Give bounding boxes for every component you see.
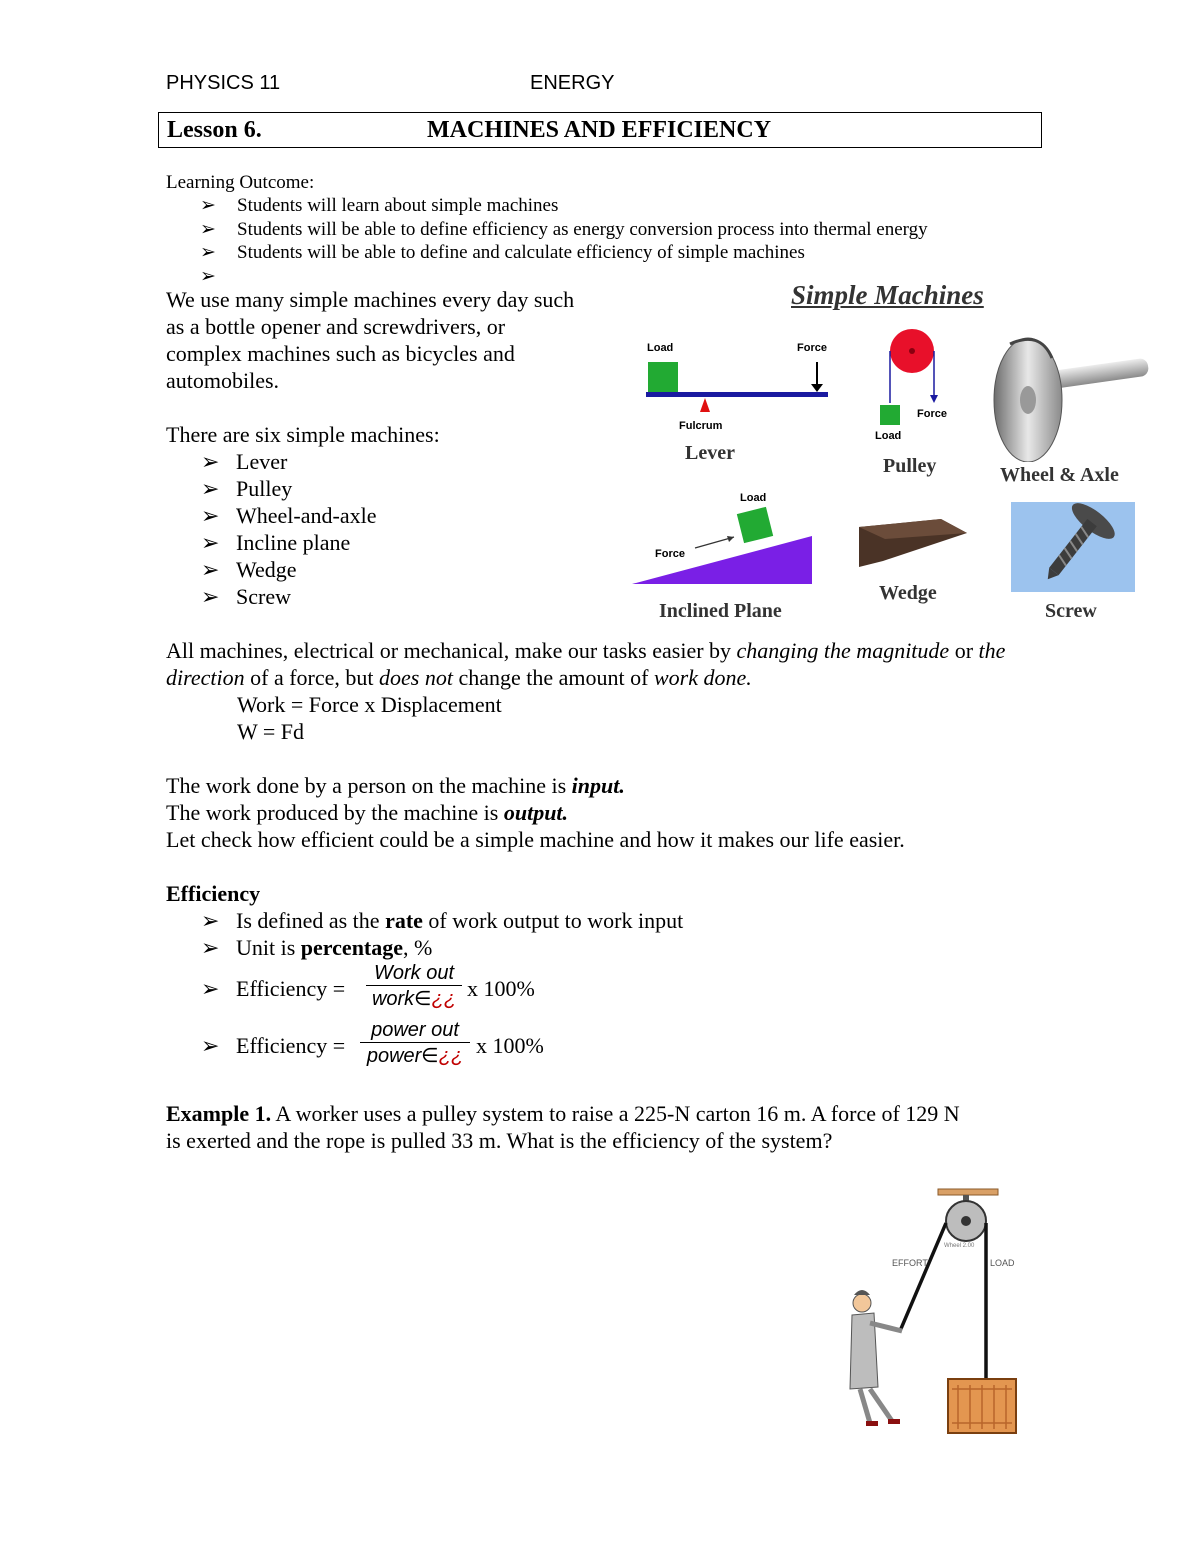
wedge-label: Wedge bbox=[879, 582, 937, 604]
inclined-plane-label: Inclined Plane bbox=[659, 600, 782, 622]
unit-header: ENERGY bbox=[530, 72, 615, 94]
lesson-title-box bbox=[158, 112, 1042, 148]
worker-pulley-illustration bbox=[830, 1185, 1030, 1445]
arrow-bullet-icon: ➢ bbox=[201, 476, 220, 501]
list-item: ➢ Screw bbox=[201, 584, 291, 609]
worker-head bbox=[853, 1294, 871, 1312]
example-1-line-2: is exerted and the rope is pulled 33 m. What is the efficiency of the system? bbox=[166, 1128, 833, 1153]
arrow-bullet-icon: ➢ bbox=[200, 265, 216, 287]
work-formula: Work = Force x Displacement bbox=[237, 692, 502, 717]
list-item: ➢ Is defined as the rate of work output to work input bbox=[201, 908, 684, 933]
six-machines-label: There are six simple machines: bbox=[166, 422, 440, 447]
fulcrum-icon bbox=[700, 398, 710, 412]
efficiency-fraction-2 bbox=[360, 1019, 470, 1068]
lever-bar bbox=[646, 392, 828, 397]
wheel-axle-label: Wheel & Axle bbox=[1000, 464, 1119, 486]
work-formula-short: W = Fd bbox=[237, 719, 305, 744]
lever-fulcrum-label: Fulcrum bbox=[679, 420, 723, 432]
arrow-bullet-icon: ➢ bbox=[201, 530, 220, 555]
arrow-bullet-icon: ➢ bbox=[200, 195, 216, 216]
arrow-bullet-icon: ➢ bbox=[200, 218, 216, 240]
arrow-bullet-icon: ➢ bbox=[201, 557, 220, 582]
efficiency-formula-1-tail: x 100% bbox=[467, 976, 535, 1001]
arrow-bullet-icon: ➢ bbox=[200, 242, 216, 263]
load-label: LOAD bbox=[990, 1258, 1015, 1268]
lever-load-label: Load bbox=[647, 342, 674, 354]
arrow-bullet-icon: ➢ bbox=[201, 503, 220, 528]
list-item: ➢ Wheel-and-axle bbox=[201, 503, 377, 528]
work-output-line: The work produced by the machine is output. bbox=[166, 800, 569, 825]
lesson-number: Lesson 6. bbox=[167, 117, 262, 143]
learning-outcome-label: Learning Outcome: bbox=[166, 172, 315, 193]
pulley-label: Pulley bbox=[883, 455, 937, 477]
arrow-bullet-icon: ➢ bbox=[201, 1033, 220, 1058]
pulley-load-label: Load bbox=[875, 430, 902, 442]
learning-outcome-list bbox=[200, 194, 928, 288]
figure-title: Simple Machines bbox=[791, 280, 984, 310]
fraction-numerator: power out bbox=[371, 1019, 459, 1041]
lever-label: Lever bbox=[685, 442, 735, 464]
effort-rope bbox=[900, 1223, 946, 1331]
course-header: PHYSICS 11 bbox=[166, 72, 281, 94]
efficiency-fraction-1 bbox=[366, 962, 462, 1011]
lever-load-box bbox=[648, 362, 678, 392]
arrow-bullet-icon: ➢ bbox=[201, 584, 220, 609]
list-item: ➢ Lever bbox=[201, 449, 288, 474]
efficiency-formula-2-tail: x 100% bbox=[476, 1033, 544, 1058]
efficiency-check-line: Let check how efficient could be a simple machine and how it makes our life easier. bbox=[166, 827, 905, 852]
arrow-bullet-icon: ➢ bbox=[201, 449, 220, 474]
work-input-line: The work done by a person on the machine is input. bbox=[166, 773, 625, 798]
force-arrow-icon bbox=[811, 384, 823, 392]
screw-illustration bbox=[1011, 502, 1135, 592]
efficiency-list bbox=[201, 907, 683, 961]
machines-list bbox=[201, 448, 376, 610]
efficiency-heading: Efficiency bbox=[166, 881, 261, 906]
effort-label: EFFORT bbox=[892, 1258, 928, 1268]
screw-label: Screw bbox=[1045, 600, 1097, 622]
intro-paragraph: We use many simple machines every day such as a bottle opener and screwdrivers, or complex machines such as bicycles and automobiles. bbox=[166, 287, 575, 393]
simple-machines-figure bbox=[625, 280, 1155, 630]
fraction-numerator: Work out bbox=[373, 962, 455, 984]
list-item: ➢ Unit is percentage, % bbox=[201, 935, 433, 960]
wheel-caption: Wheel 2.00 bbox=[944, 1243, 975, 1249]
list-item: ➢ Students will learn about simple machines bbox=[200, 195, 559, 216]
wheel-axle-illustration bbox=[990, 332, 1150, 462]
inclined-plane-illustration bbox=[630, 500, 820, 588]
lesson-title: MACHINES AND EFFICIENCY bbox=[427, 117, 772, 143]
fraction-denominator: work∈¿¿ bbox=[366, 985, 462, 1011]
list-item: ➢ Students will be able to define and calculate efficiency of simple machines bbox=[200, 242, 805, 263]
list-item: ➢ Incline plane bbox=[201, 530, 351, 555]
fraction-denominator: power∈¿¿ bbox=[360, 1042, 470, 1068]
list-item: ➢ Pulley bbox=[201, 476, 293, 501]
incline-load-label: Load bbox=[740, 492, 767, 504]
incline-force-label: Force bbox=[655, 548, 685, 560]
wedge-illustration bbox=[855, 515, 970, 575]
arrow-bullet-icon: ➢ bbox=[201, 935, 220, 960]
arrow-bullet-icon: ➢ bbox=[201, 908, 220, 933]
example-1-line-1: Example 1. A worker uses a pulley system to raise a 225-N carton 16 m. A force of 129 N bbox=[166, 1101, 960, 1126]
list-item: ➢ Wedge bbox=[201, 557, 297, 582]
lever-force-label: Force bbox=[797, 342, 827, 354]
pulley-force-label: Force bbox=[917, 408, 947, 420]
machines-paragraph: All machines, electrical or mechanical, make our tasks easier by changing the magnitude or the direction of a force, but does not change the amount of work done. bbox=[166, 638, 1006, 690]
list-item: ➢ Students will be able to define efficiency as energy conversion process into thermal energy bbox=[200, 218, 928, 240]
arrow-bullet-icon: ➢ bbox=[201, 976, 220, 1001]
